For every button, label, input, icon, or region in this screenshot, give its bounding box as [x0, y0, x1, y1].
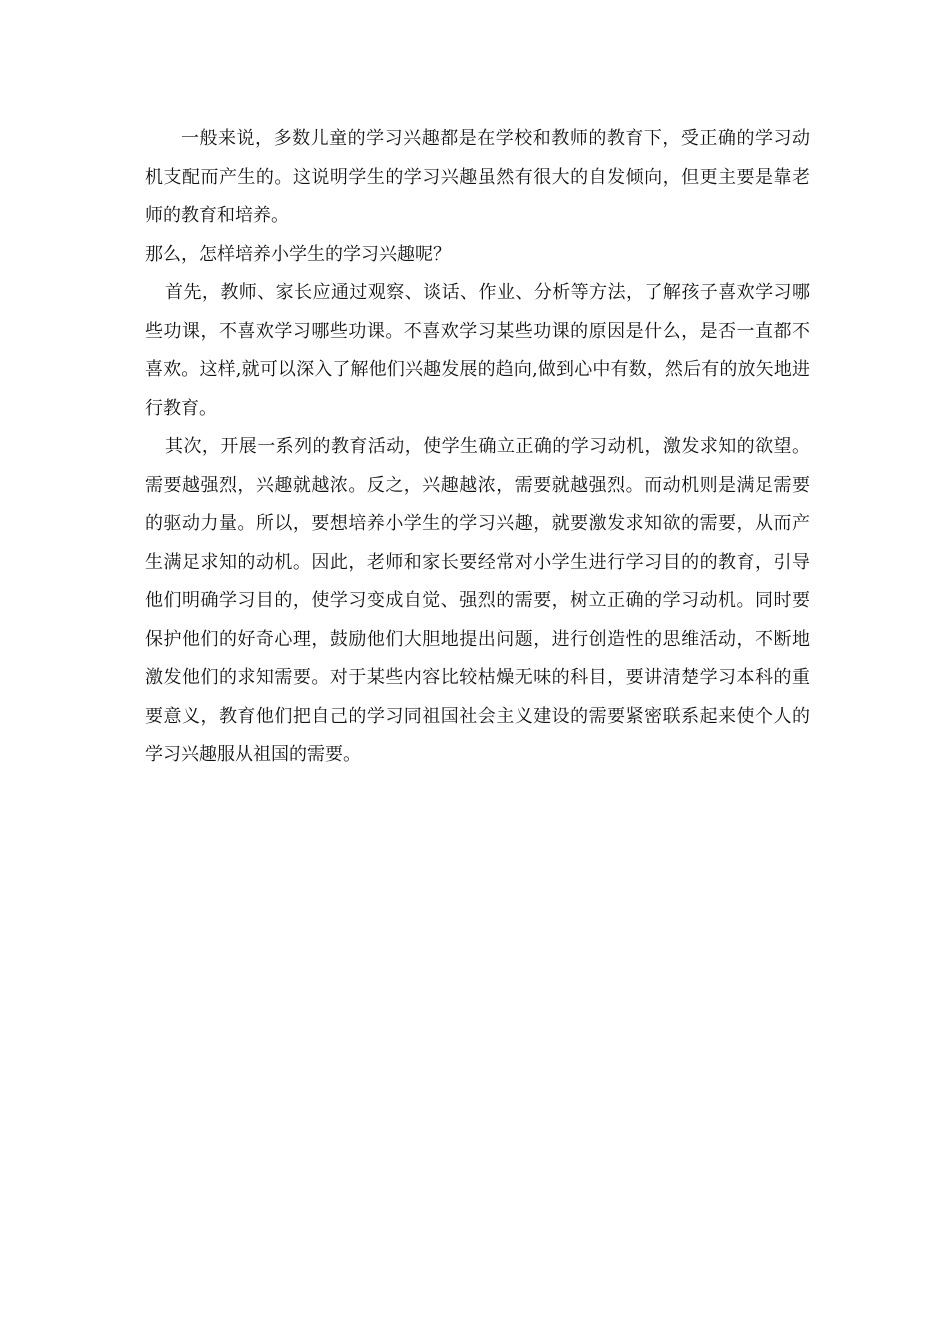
document-body	[145, 120, 810, 775]
paragraph-second: 其次，开展一系列的教育活动，使学生确立正确的学习动机，激发求知的欲望。需要越强烈，兴趣就越浓。反之，兴趣越浓，需要就越强烈。而动机则是满足需要的驱动力量。所以，要想培养小学生的学习兴趣，就要激发求知欲的需要，从而产生满足求知的动机。因此，老师和家长要经常对小学生进行学习目的的教育，引导他们明确学习目的，使学习变成自觉、强烈的需要，树立正确的学习动机。同时要保护他们的好奇心理，鼓励他们大胆地提出问题，进行创造性的思维活动，不断地激发他们的求知需要。对于某些内容比较枯燥无味的科目，要讲清楚学习本科的重要意义，教育他们把自己的学习同祖国社会主义建设的需要紧密联系起来使个人的学习兴趣服从祖国的需要。	[145, 436, 810, 765]
paragraph-intro: 一般来说，多数儿童的学习兴趣都是在学校和教师的教育下，受正确的学习动机支配而产生的。这说明学生的学习兴趣虽然有很大的自发倾向，但更主要是靠老师的教育和培养。	[145, 128, 810, 226]
paragraph-question: 那么，怎样培养小学生的学习兴趣呢？	[145, 243, 451, 265]
paragraph-first: 首先，教师、家长应通过观察、谈话、作业、分析等方法，了解孩子喜欢学习哪些功课，不喜欢学习哪些功课。不喜欢学习某些功课的原因是什么，是否一直都不喜欢。这样,就可以深入了解他们兴趣发展的趋向,做到心中有数，然后有的放矢地进行教育。	[145, 282, 810, 419]
